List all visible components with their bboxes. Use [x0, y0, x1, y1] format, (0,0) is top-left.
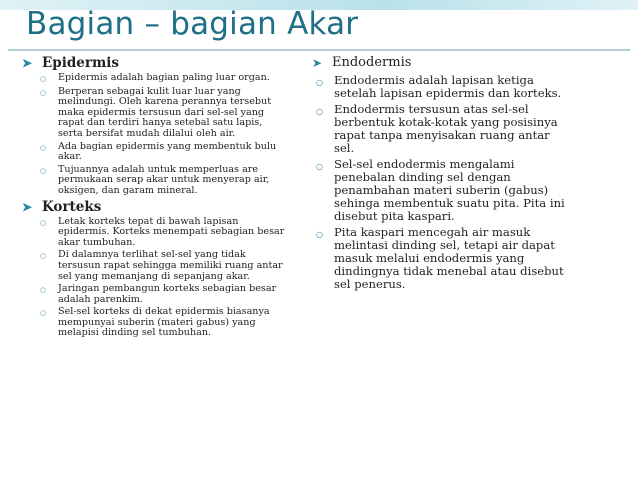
- circle-bullet-icon: ○: [40, 286, 47, 295]
- arrow-bullet-icon: ➤: [22, 199, 33, 214]
- circle-bullet-icon: ○: [316, 230, 323, 239]
- section-korteks: [22, 199, 290, 340]
- list-item: ○ Tujuannya adalah untuk memperluas are permukaan serap akar untuk menyerap air, oksigen, dan garam mineral.: [40, 163, 270, 196]
- circle-bullet-icon: ○: [40, 88, 47, 97]
- circle-bullet-icon: ○: [40, 166, 47, 175]
- list-item: ○ Sel-sel endodermis mengalami penebalan dinding sel dengan penambahan materi suberin (gabus) sehinga membentuk suatu pita. Pita ini disebut pita kaspari.: [316, 157, 565, 223]
- circle-bullet-icon: ○: [40, 309, 47, 318]
- section-heading: [312, 55, 567, 70]
- section-heading-label: Epidermis: [42, 55, 120, 71]
- section-heading-label: Korteks: [42, 198, 102, 215]
- section-endodermis: [312, 55, 567, 291]
- list-item: ○ Ada bagian epidermis yang membentuk bulu akar.: [40, 140, 277, 163]
- slide-title: Bagian – bagian Akar: [26, 6, 359, 42]
- list-item: ○ Sel-sel korteks di dekat epidermis biasanya mempunyai suberin (materi gabus) yang melapisi dinding sel tumbuhan.: [40, 306, 270, 339]
- circle-bullet-icon: ○: [40, 252, 47, 261]
- arrow-bullet-icon: ➤: [312, 55, 323, 70]
- list-item: ○ Pita kaspari mencegah air masuk melintasi dinding sel, tetapi air dapat masuk melalui endodermis yang dindingnya tidak menebal atau disebut sel penerus.: [316, 225, 564, 291]
- list-item: ○ Endodermis adalah lapisan ketiga setelah lapisan epidermis dan korteks.: [316, 73, 562, 100]
- title-divider: [8, 49, 630, 51]
- list-item: ○ Letak korteks tepat di bawah lapisan epidermis. Korteks menempati sebagian besar akar tumbuhan.: [40, 215, 285, 248]
- circle-bullet-icon: ○: [40, 143, 47, 152]
- section-heading-label: Endodermis: [332, 55, 412, 70]
- section-heading: [22, 55, 290, 71]
- circle-bullet-icon: ○: [316, 78, 323, 87]
- arrow-bullet-icon: ➤: [22, 56, 33, 70]
- list-item: ○ Epidermis adalah bagian paling luar organ.: [40, 72, 270, 83]
- bullet-list: [22, 217, 290, 340]
- section-epidermis: [22, 55, 290, 197]
- circle-bullet-icon: ○: [40, 75, 47, 83]
- circle-bullet-icon: ○: [40, 218, 47, 227]
- circle-bullet-icon: ○: [316, 162, 323, 171]
- bullet-list: [22, 73, 290, 197]
- list-item: ○ Berperan sebagai kulit luar luar yang melindungi. Oleh karena perannya tersebut maka epidermis tersusun dari sel-sel yang rapat dan terdiri hanya setebal satu lapis, serta bersifat mudah dilalui oleh air.: [40, 85, 272, 139]
- bullet-list: [312, 74, 567, 291]
- section-heading: [22, 199, 290, 215]
- right-column: [312, 55, 567, 294]
- list-item: ○ Jaringan pembangun korteks sebagian besar adalah parenkim.: [40, 283, 277, 305]
- list-item: ○ Endodermis tersusun atas sel-sel berbentuk kotak-kotak yang posisinya rapat tanpa menyisakan ruang antar sel.: [316, 102, 558, 155]
- circle-bullet-icon: ○: [316, 107, 323, 116]
- list-item: ○ Di dalamnya terlihat sel-sel yang tidak tersusun rapat sehingga memiliki ruang antar sel yang memanjang di sepanjang akar.: [40, 249, 283, 282]
- left-column: [22, 55, 290, 341]
